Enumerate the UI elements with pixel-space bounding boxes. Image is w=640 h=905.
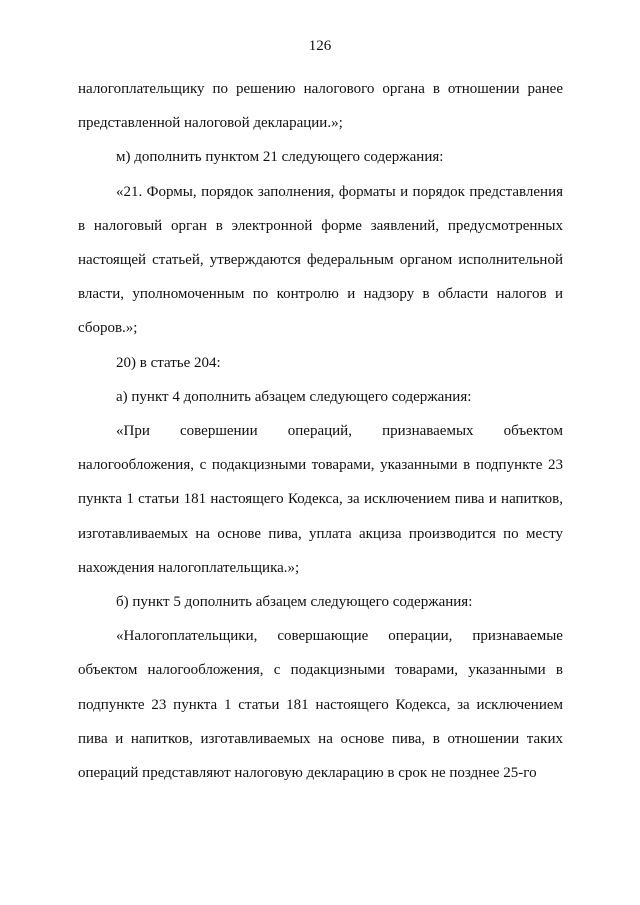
quote-word: совершении	[180, 423, 258, 440]
paragraph-quote-point-4: налогообложения, с подакцизными товарами, указанными в подпункте 23 пункта 1 статьи 181 настоящего Кодекса, за исключением пива и напитков, изготавливаемых на основе пива, уплата акциза производится по месту нахождения налогоплательщика.»;	[78, 457, 563, 576]
quote-word: признаваемых	[382, 423, 474, 440]
quote-word: признаваемые	[472, 628, 563, 645]
quote-word: «Налогоплательщики,	[116, 628, 258, 645]
quote-word: операции,	[388, 628, 453, 645]
quote-line-opening-2	[78, 619, 563, 653]
quote-word: объектом	[503, 423, 563, 440]
quote-line-opening-1	[78, 414, 563, 448]
paragraph-article-204: 20) в статье 204:	[116, 354, 221, 371]
quote-word: совершающие	[277, 628, 369, 645]
quote-word: операций,	[287, 423, 352, 440]
paragraph-continuation: налогоплательщику по решению налогового органа в отношении ранее представленной налоговой декларации.»;	[78, 81, 563, 132]
paragraph-quote-point-5: объектом налогообложения, с подакцизными товарами, указанными в подпункте 23 пункта 1 статьи 181 настоящего Кодекса, за исключением пива и напитков, изготавливаемых на основе пива, в отношении таких операций представляют налоговую декларацию в срок не позднее 25-го	[78, 662, 563, 782]
paragraph-point-21: «21. Формы, порядок заполнения, форматы и порядок представления в налоговый орган в электронной форме заявлений, предусмотренных настоящей статьей, утверждаются федеральным органом исполнительной власти, уполномоченным по контролю и надзору в области налогов и сборов.»;	[78, 183, 563, 337]
document-body	[78, 72, 563, 790]
page-number: 126	[308, 38, 332, 54]
paragraph-item-b: б) пункт 5 дополнить абзацем следующего содержания:	[116, 594, 473, 611]
paragraph-item-a: а) пункт 4 дополнить абзацем следующего содержания:	[116, 388, 472, 405]
quote-word: «При	[116, 423, 150, 440]
paragraph-item-m: м) дополнить пунктом 21 следующего содержания:	[116, 149, 444, 166]
